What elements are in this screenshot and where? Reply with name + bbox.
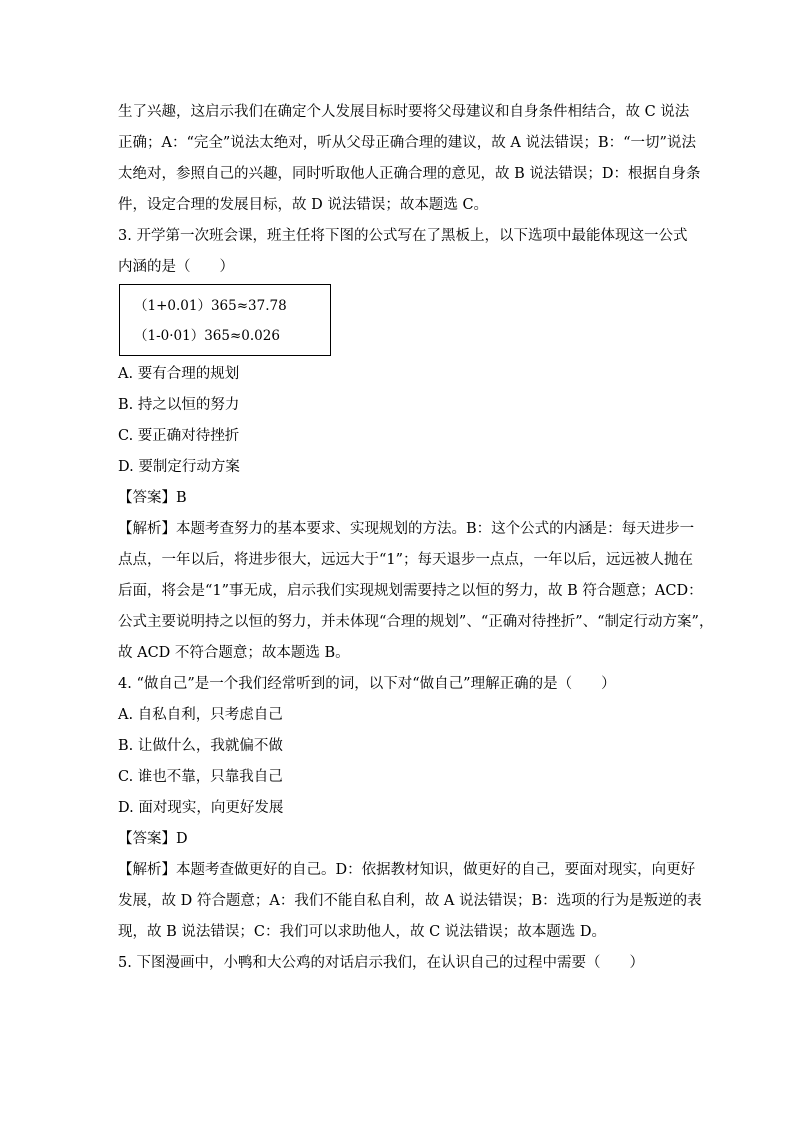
question-4-stem: 4. “做自己”是一个我们经常听到的词，以下对“做自己”理解正确的是（ ） [118, 676, 616, 692]
analysis-line: 【解析】本题考查努力的基本要求、实现规划的方法。B：这个公式的内涵是：每天进步一 [118, 521, 695, 537]
option-d: D. 要制定行动方案 [118, 459, 240, 475]
text-line: 件，设定合理的发展目标，故 D 说法错误；故本题选 C。 [118, 197, 489, 213]
answer-label: 【答案】B [118, 490, 187, 506]
analysis-line: 公式主要说明持之以恒的努力，并未体现“合理的规划”、“正确对待挫折”、“制定行动方案”， [118, 614, 714, 630]
text-line: 正确；A：“完全”说法太绝对，听从父母正确合理的建议，故 A 说法错误；B：“一切”说法 [118, 135, 696, 151]
question-5-stem: 5. 下图漫画中，小鸭和大公鸡的对话启示我们，在认识自己的过程中需要（ ） [118, 955, 644, 971]
analysis-line: 【解析】本题考查做更好的自己。D：依据教材知识，做更好的自己，要面对现实，向更好 [118, 862, 696, 878]
option-a: A. 要有合理的规划 [118, 366, 240, 382]
text-line: 太绝对，参照自己的兴趣，同时听取他人正确合理的意见，故 B 说法错误；D：根据自身条 [118, 166, 701, 182]
option-c: C. 谁也不靠，只靠我自己 [118, 769, 283, 785]
analysis-line: 点点，一年以后，将进步很大，远远大于“1”；每天退步一点点，一年以后，远远被人抛在 [118, 552, 694, 568]
question-3-stem: 内涵的是（ ） [118, 259, 234, 275]
analysis-line: 发展，故 D 符合题意；A：我们不能自私自利，故 A 说法错误；B：选项的行为是叛逆的表 [118, 893, 702, 909]
analysis-line: 现，故 B 说法错误；C：我们可以求助他人，故 C 说法错误；故本题选 D。 [118, 924, 607, 940]
formula-box [119, 284, 331, 356]
formula-line: （1-0·01）365≈0.026 [134, 328, 280, 344]
text-line: 生了兴趣，这启示我们在确定个人发展目标时要将父母建议和自身条件相结合，故 C 说法 [118, 104, 690, 120]
option-a: A. 自私自利，只考虑自己 [118, 707, 283, 723]
analysis-line: 后面，将会是“1”事无成，启示我们实现规划需要持之以恒的努力，故 B 符合题意；ACD： [118, 583, 703, 599]
option-c: C. 要正确对待挫折 [118, 428, 240, 444]
answer-label: 【答案】D [118, 831, 188, 847]
option-b: B. 让做什么，我就偏不做 [118, 738, 283, 754]
formula-line: （1+0.01）365≈37.78 [134, 298, 287, 314]
question-3-stem: 3. 开学第一次班会课，班主任将下图的公式写在了黑板上，以下选项中最能体现这一公式 [118, 228, 688, 244]
option-b: B. 持之以恒的努力 [118, 397, 240, 413]
option-d: D. 面对现实，向更好发展 [118, 800, 284, 816]
analysis-line: 故 ACD 不符合题意；故本题选 B。 [118, 645, 350, 661]
